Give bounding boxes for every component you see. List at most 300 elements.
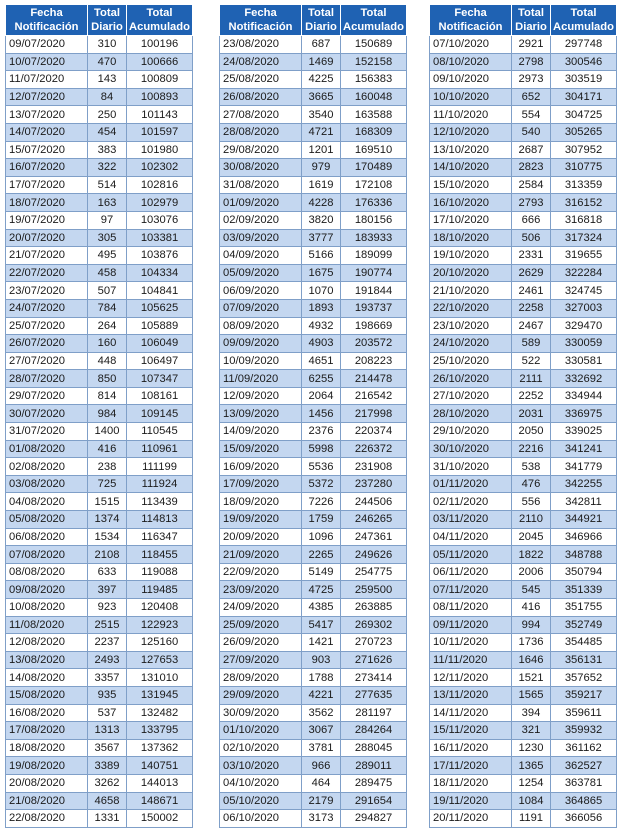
table-row [430,669,617,687]
cell-fecha: 26/10/2020 [430,370,512,388]
cases-table-1 [5,4,193,828]
cell-total-acumulado: 304171 [551,88,617,106]
cell-total-diario: 935 [88,686,127,704]
table-row [430,71,617,89]
table-row [220,211,407,229]
table-header [220,5,407,36]
cases-table-3 [429,4,617,828]
cell-fecha: 06/09/2020 [220,282,302,300]
cell-total-acumulado: 334944 [551,387,617,405]
cell-fecha: 11/08/2020 [6,616,88,634]
cell-total-diario: 1515 [88,493,127,511]
cell-total-acumulado: 118455 [127,546,193,564]
table-row [6,176,193,194]
cell-total-acumulado: 101143 [127,106,193,124]
table-row [430,511,617,529]
cell-total-diario: 416 [512,599,551,617]
cell-total-acumulado: 111199 [127,458,193,476]
table-row [430,352,617,370]
table-row [430,493,617,511]
table-row [220,335,407,353]
cell-fecha: 03/08/2020 [6,475,88,493]
table-row [6,159,193,177]
cell-total-diario: 160 [88,335,127,353]
cell-fecha: 20/10/2020 [430,264,512,282]
cell-total-acumulado: 131010 [127,669,193,687]
table-row [220,71,407,89]
table-row [430,581,617,599]
cell-fecha: 10/09/2020 [220,352,302,370]
cell-total-diario: 2265 [302,546,341,564]
cell-total-diario: 2331 [512,247,551,265]
table-row [220,739,407,757]
cell-total-diario: 2108 [88,546,127,564]
cell-total-acumulado: 114813 [127,511,193,529]
cell-total-acumulado: 111924 [127,475,193,493]
table-row [6,264,193,282]
cell-fecha: 07/09/2020 [220,299,302,317]
cell-total-diario: 454 [88,123,127,141]
cell-fecha: 01/09/2020 [220,194,302,212]
cell-fecha: 09/11/2020 [430,616,512,634]
cell-total-acumulado: 249626 [341,546,407,564]
table-row [430,211,617,229]
table-row [6,634,193,652]
table-row [220,264,407,282]
table-row [6,370,193,388]
cell-total-acumulado: 351755 [551,599,617,617]
cell-fecha: 10/08/2020 [6,599,88,617]
table-row [220,669,407,687]
table-row [6,686,193,704]
cell-total-acumulado: 341241 [551,440,617,458]
table-row [220,440,407,458]
table-row [220,722,407,740]
cell-total-acumulado: 101597 [127,123,193,141]
cell-total-acumulado: 140751 [127,757,193,775]
cell-fecha: 20/08/2020 [6,774,88,792]
cell-fecha: 05/10/2020 [220,792,302,810]
cell-total-diario: 507 [88,282,127,300]
cell-total-diario: 1893 [302,299,341,317]
cell-total-acumulado: 269302 [341,616,407,634]
table-row [220,581,407,599]
cell-total-diario: 495 [88,247,127,265]
table-row [430,528,617,546]
table-row [220,229,407,247]
cell-total-acumulado: 113439 [127,493,193,511]
cell-total-acumulado: 317324 [551,229,617,247]
cell-fecha: 05/09/2020 [220,264,302,282]
cell-total-diario: 1365 [512,757,551,775]
header-fecha: Fecha Notificación [430,5,512,36]
cell-total-diario: 984 [88,405,127,423]
table-row [6,440,193,458]
cell-total-diario: 2237 [88,634,127,652]
cell-total-acumulado: 307952 [551,141,617,159]
cell-fecha: 15/08/2020 [6,686,88,704]
cell-fecha: 29/07/2020 [6,387,88,405]
cell-total-diario: 545 [512,581,551,599]
table-row [430,176,617,194]
cell-total-diario: 556 [512,493,551,511]
table-row [430,739,617,757]
table-row [220,686,407,704]
table-row [430,546,617,564]
cell-total-diario: 784 [88,299,127,317]
cell-fecha: 17/09/2020 [220,475,302,493]
table-row [430,53,617,71]
cell-total-acumulado: 330581 [551,352,617,370]
cell-total-acumulado: 193737 [341,299,407,317]
cases-table-2 [219,4,407,828]
cell-total-diario: 2515 [88,616,127,634]
table-row [220,511,407,529]
cell-total-diario: 5372 [302,475,341,493]
cell-fecha: 04/08/2020 [6,493,88,511]
table-row [220,616,407,634]
cell-fecha: 26/07/2020 [6,335,88,353]
cell-fecha: 12/10/2020 [430,123,512,141]
table-row [6,669,193,687]
cell-fecha: 22/10/2020 [430,299,512,317]
cell-total-diario: 238 [88,458,127,476]
cell-fecha: 06/10/2020 [220,810,302,828]
cell-fecha: 16/10/2020 [430,194,512,212]
cell-total-acumulado: 303519 [551,71,617,89]
cell-fecha: 13/07/2020 [6,106,88,124]
cell-total-diario: 2045 [512,528,551,546]
cell-total-diario: 163 [88,194,127,212]
cell-total-diario: 264 [88,317,127,335]
cell-total-diario: 1521 [512,669,551,687]
cell-fecha: 23/10/2020 [430,317,512,335]
cell-fecha: 29/08/2020 [220,141,302,159]
cell-total-diario: 250 [88,106,127,124]
cell-total-acumulado: 190774 [341,264,407,282]
cell-total-acumulado: 344921 [551,511,617,529]
cell-fecha: 10/11/2020 [430,634,512,652]
cell-total-diario: 310 [88,36,127,54]
cell-fecha: 22/07/2020 [6,264,88,282]
cell-fecha: 01/08/2020 [6,440,88,458]
table-row [6,211,193,229]
cell-fecha: 21/07/2020 [6,247,88,265]
cell-total-acumulado: 364865 [551,792,617,810]
cell-fecha: 28/10/2020 [430,405,512,423]
table-row [6,651,193,669]
table-row [6,774,193,792]
cell-total-diario: 3389 [88,757,127,775]
cell-total-diario: 2467 [512,317,551,335]
cell-total-acumulado: 180156 [341,211,407,229]
cell-fecha: 24/10/2020 [430,335,512,353]
cell-total-acumulado: 231908 [341,458,407,476]
table-row [430,159,617,177]
cell-total-acumulado: 289475 [341,774,407,792]
cell-total-acumulado: 131945 [127,686,193,704]
cell-total-acumulado: 152158 [341,53,407,71]
cell-total-acumulado: 133795 [127,722,193,740]
cell-total-acumulado: 341779 [551,458,617,476]
table-row [430,36,617,54]
cell-total-acumulado: 170489 [341,159,407,177]
table-row [6,247,193,265]
cell-total-diario: 725 [88,475,127,493]
cell-fecha: 31/10/2020 [430,458,512,476]
cell-fecha: 10/10/2020 [430,88,512,106]
cell-total-diario: 97 [88,211,127,229]
table-row [220,159,407,177]
cell-total-diario: 3777 [302,229,341,247]
cell-total-acumulado: 100809 [127,71,193,89]
header-fecha: Fecha Notificación [220,5,302,36]
cell-total-acumulado: 273414 [341,669,407,687]
cell-total-acumulado: 327003 [551,299,617,317]
table-row [6,387,193,405]
table-row [430,282,617,300]
cell-total-diario: 923 [88,599,127,617]
table-row [6,194,193,212]
cell-fecha: 04/09/2020 [220,247,302,265]
cell-total-diario: 554 [512,106,551,124]
cell-total-diario: 814 [88,387,127,405]
cell-fecha: 12/08/2020 [6,634,88,652]
cell-total-diario: 2031 [512,405,551,423]
cell-fecha: 10/07/2020 [6,53,88,71]
cell-total-diario: 2064 [302,387,341,405]
table-row [6,810,193,828]
cell-total-acumulado: 216542 [341,387,407,405]
cell-total-acumulado: 304725 [551,106,617,124]
cell-total-diario: 1070 [302,282,341,300]
cell-total-acumulado: 351339 [551,581,617,599]
cell-total-diario: 1230 [512,739,551,757]
cell-fecha: 17/08/2020 [6,722,88,740]
cell-total-diario: 2793 [512,194,551,212]
cell-total-diario: 84 [88,88,127,106]
cell-fecha: 18/09/2020 [220,493,302,511]
cell-fecha: 15/09/2020 [220,440,302,458]
cell-total-acumulado: 198669 [341,317,407,335]
table-row [220,387,407,405]
cell-total-diario: 1313 [88,722,127,740]
table-row [220,810,407,828]
cell-fecha: 02/09/2020 [220,211,302,229]
cell-fecha: 25/07/2020 [6,317,88,335]
cell-total-acumulado: 110545 [127,423,193,441]
header-total-diario: Total Diario [88,5,127,36]
cell-total-diario: 5536 [302,458,341,476]
cell-total-acumulado: 100196 [127,36,193,54]
cell-total-acumulado: 107347 [127,370,193,388]
table-row [430,423,617,441]
table-row [430,123,617,141]
table-row [220,405,407,423]
table-row [430,722,617,740]
cell-fecha: 02/11/2020 [430,493,512,511]
table-row [430,88,617,106]
cell-fecha: 20/07/2020 [6,229,88,247]
cell-total-acumulado: 244506 [341,493,407,511]
cell-total-diario: 652 [512,88,551,106]
table-row [6,123,193,141]
cell-total-diario: 1331 [88,810,127,828]
cell-total-diario: 2111 [512,370,551,388]
table-row [220,704,407,722]
cell-total-acumulado: 103076 [127,211,193,229]
cell-total-diario: 4228 [302,194,341,212]
cell-fecha: 14/08/2020 [6,669,88,687]
cell-total-diario: 321 [512,722,551,740]
table-row [6,229,193,247]
cell-total-acumulado: 330059 [551,335,617,353]
header-total-acumulado: Total Acumulado [341,5,407,36]
cell-total-acumulado: 305265 [551,123,617,141]
table-row [6,458,193,476]
cell-fecha: 18/11/2020 [430,774,512,792]
cell-total-diario: 476 [512,475,551,493]
table-row [220,123,407,141]
table-row [220,317,407,335]
cell-total-diario: 4903 [302,335,341,353]
cell-fecha: 07/08/2020 [6,546,88,564]
table-row [430,317,617,335]
cell-total-diario: 3820 [302,211,341,229]
cell-total-diario: 1788 [302,669,341,687]
table-row [430,440,617,458]
cell-total-acumulado: 163588 [341,106,407,124]
cell-total-diario: 2687 [512,141,551,159]
table-row [220,423,407,441]
cell-total-diario: 397 [88,581,127,599]
cell-total-diario: 3067 [302,722,341,740]
cell-total-acumulado: 316818 [551,211,617,229]
table-row [6,722,193,740]
cell-total-acumulado: 332692 [551,370,617,388]
cell-total-diario: 994 [512,616,551,634]
cell-fecha: 16/08/2020 [6,704,88,722]
cell-fecha: 24/07/2020 [6,299,88,317]
cell-total-diario: 3562 [302,704,341,722]
cell-total-diario: 305 [88,229,127,247]
cell-total-acumulado: 220374 [341,423,407,441]
cell-total-diario: 3262 [88,774,127,792]
cell-fecha: 23/09/2020 [220,581,302,599]
table-row [6,581,193,599]
cell-fecha: 12/09/2020 [220,387,302,405]
cell-fecha: 18/08/2020 [6,739,88,757]
cell-fecha: 30/09/2020 [220,704,302,722]
cell-total-acumulado: 281197 [341,704,407,722]
table-row [6,599,193,617]
cell-total-diario: 4932 [302,317,341,335]
cell-total-acumulado: 288045 [341,739,407,757]
cell-fecha: 13/10/2020 [430,141,512,159]
table-row [220,299,407,317]
table-row [430,299,617,317]
cell-total-diario: 2179 [302,792,341,810]
cell-fecha: 13/11/2020 [430,686,512,704]
cell-total-acumulado: 271626 [341,651,407,669]
cell-fecha: 14/11/2020 [430,704,512,722]
cell-total-diario: 1374 [88,511,127,529]
cell-total-acumulado: 352749 [551,616,617,634]
cell-total-acumulado: 191844 [341,282,407,300]
cell-total-acumulado: 342255 [551,475,617,493]
cell-total-acumulado: 263885 [341,599,407,617]
cell-total-acumulado: 125160 [127,634,193,652]
cell-fecha: 21/09/2020 [220,546,302,564]
cell-fecha: 22/08/2020 [6,810,88,828]
cell-total-diario: 2050 [512,423,551,441]
cell-total-diario: 2110 [512,511,551,529]
cell-fecha: 30/08/2020 [220,159,302,177]
table-row [430,247,617,265]
table-row [6,423,193,441]
cell-fecha: 22/09/2020 [220,563,302,581]
cell-fecha: 15/07/2020 [6,141,88,159]
cell-total-diario: 1736 [512,634,551,652]
cell-total-diario: 1191 [512,810,551,828]
table-row [220,141,407,159]
cell-fecha: 19/07/2020 [6,211,88,229]
table-row [430,810,617,828]
cell-total-diario: 1822 [512,546,551,564]
table-row [220,176,407,194]
cell-total-diario: 1565 [512,686,551,704]
cell-fecha: 23/08/2020 [220,36,302,54]
cell-total-acumulado: 346966 [551,528,617,546]
table-row [430,634,617,652]
table-row [430,264,617,282]
cell-fecha: 09/10/2020 [430,71,512,89]
cell-total-diario: 4385 [302,599,341,617]
cell-total-diario: 394 [512,704,551,722]
cell-total-acumulado: 183933 [341,229,407,247]
cell-total-acumulado: 100893 [127,88,193,106]
cell-fecha: 16/11/2020 [430,739,512,757]
cell-fecha: 25/10/2020 [430,352,512,370]
cell-total-diario: 2493 [88,651,127,669]
cell-total-acumulado: 100666 [127,53,193,71]
cell-fecha: 13/08/2020 [6,651,88,669]
cell-total-diario: 143 [88,71,127,89]
table-row [6,563,193,581]
cell-total-diario: 666 [512,211,551,229]
cell-total-acumulado: 119485 [127,581,193,599]
cell-total-acumulado: 122923 [127,616,193,634]
cell-total-acumulado: 237280 [341,475,407,493]
table-row [220,634,407,652]
cell-total-diario: 2798 [512,53,551,71]
cell-total-diario: 2973 [512,71,551,89]
cell-fecha: 02/08/2020 [6,458,88,476]
table-row [430,651,617,669]
cell-total-acumulado: 310775 [551,159,617,177]
cell-total-diario: 3567 [88,739,127,757]
table-row [6,106,193,124]
cell-total-acumulado: 106049 [127,335,193,353]
cell-total-acumulado: 127653 [127,651,193,669]
header-total-acumulado: Total Acumulado [127,5,193,36]
cell-total-acumulado: 168309 [341,123,407,141]
table-row [430,458,617,476]
cell-total-acumulado: 316152 [551,194,617,212]
cell-fecha: 05/08/2020 [6,511,88,529]
cell-fecha: 29/09/2020 [220,686,302,704]
table-row [430,774,617,792]
